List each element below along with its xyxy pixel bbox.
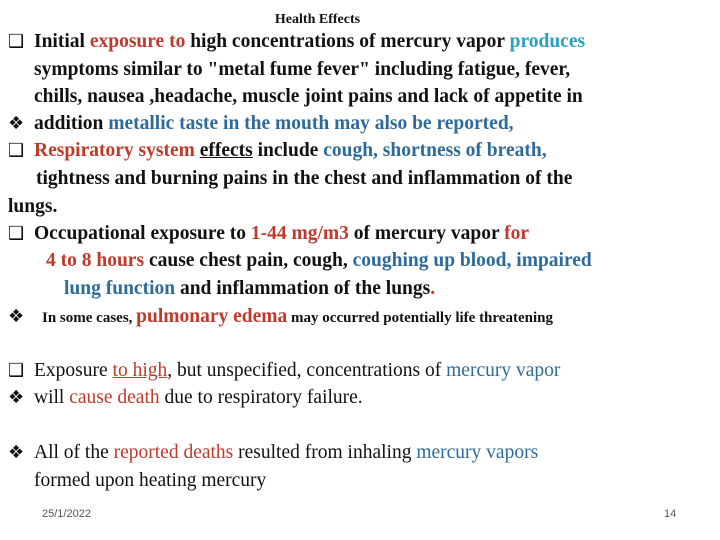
p1-line-2: symptoms similar to "metal fume fever" including fatigue, fever, [34, 59, 571, 80]
square-bullet-icon: ❑ [8, 223, 25, 244]
p6-line: ❑ Exposure to high, but unspecified, concentrations of mercury vapor [8, 360, 561, 381]
p5-line: ❖ In some cases, pulmonary edema may occurred potentially life threatening [8, 306, 553, 327]
p3-line-1: ❑ Respiratory system effects include cough, shortness of breath, [8, 140, 547, 161]
p1-line-1: ❑ Initial exposure to high concentrations of mercury vapor produces [8, 31, 586, 52]
footer-date: 25/1/2022 [42, 508, 91, 520]
diamond-bullet-icon: ❖ [8, 113, 25, 134]
square-bullet-icon: ❑ [8, 360, 25, 381]
p4-line-1: ❑ Occupational exposure to 1-44 mg/m3 of mercury vapor for [8, 223, 530, 244]
p8-line-2: formed upon heating mercury [34, 470, 267, 491]
p8-line-1: ❖ All of the reported deaths resulted from inhaling mercury vapors [8, 442, 539, 463]
p4-line-2: 4 to 8 hours cause chest pain, cough, coughing up blood, impaired [46, 250, 592, 271]
p1-line-3: chills, nausea ,headache, muscle joint pains and lack of appetite in [34, 86, 583, 107]
footer-page-number: 14 [664, 508, 677, 520]
diamond-bullet-icon: ❖ [8, 306, 25, 327]
diamond-bullet-icon: ❖ [8, 442, 25, 463]
p2-line: ❖ addition metallic taste in the mouth may also be reported, [8, 113, 514, 134]
diamond-bullet-icon: ❖ [8, 387, 25, 408]
p3-line-2: tightness and burning pains in the chest and inflammation of the [36, 168, 573, 189]
square-bullet-icon: ❑ [8, 140, 25, 161]
square-bullet-icon: ❑ [8, 31, 25, 52]
slide-title: Health Effects [274, 12, 361, 27]
p4-line-3: lung function and inflammation of the lungs. [64, 278, 436, 299]
p7-line: ❖ will cause death due to respiratory failure. [8, 387, 363, 408]
p3-line-3: lungs. [8, 196, 58, 217]
